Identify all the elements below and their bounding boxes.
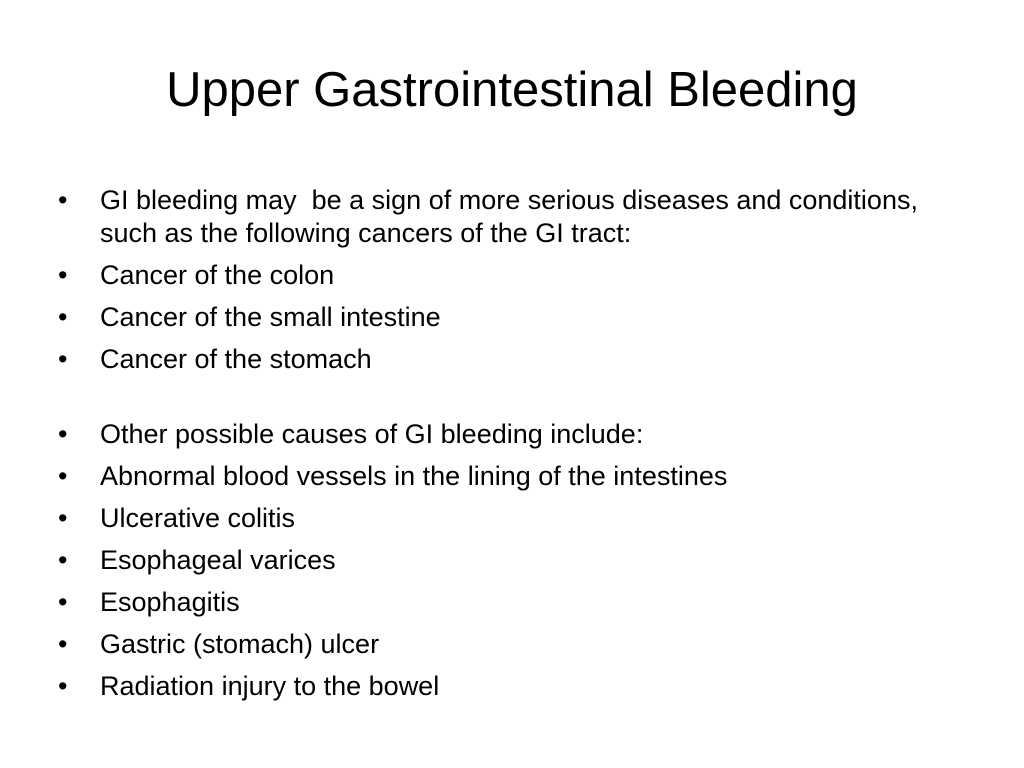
bullet-icon: •: [58, 461, 68, 491]
bullet-item: [58, 301, 958, 334]
bullet-text: Abnormal blood vessels in the lining of the intestines: [100, 461, 728, 491]
bullet-icon: •: [58, 503, 68, 533]
bullet-item: [58, 418, 958, 451]
bullet-icon: •: [58, 344, 68, 374]
bullet-list: [58, 184, 958, 712]
bullet-text: Cancer of the stomach: [100, 344, 372, 374]
bullet-icon: •: [58, 260, 68, 290]
bullet-text: Esophagitis: [100, 587, 240, 617]
bullet-icon: •: [58, 545, 68, 575]
bullet-text: GI bleeding may be a sign of more serious diseases and conditions, such as the following cancers of the GI tract:: [100, 185, 926, 248]
bullet-text: Ulcerative colitis: [100, 503, 296, 533]
bullet-item: [58, 628, 958, 661]
bullet-icon: •: [58, 671, 68, 701]
bullet-icon: •: [58, 629, 68, 659]
bullet-item: [58, 502, 958, 535]
bullet-item: [58, 343, 958, 376]
bullet-item: [58, 586, 958, 619]
bullet-icon: •: [58, 185, 68, 215]
bullet-text: Other possible causes of GI bleeding include:: [100, 419, 644, 449]
bullet-text: Radiation injury to the bowel: [100, 671, 440, 701]
bullet-item: [58, 259, 958, 292]
bullet-text: Cancer of the small intestine: [100, 302, 441, 332]
slide-title: Upper Gastrointestinal Bleeding: [166, 63, 858, 117]
bullet-icon: •: [58, 302, 68, 332]
bullet-item: [58, 460, 958, 493]
bullet-text: Gastric (stomach) ulcer: [100, 629, 380, 659]
bullet-text: Esophageal varices: [100, 545, 336, 575]
bullet-item: [58, 544, 958, 577]
bullet-icon: •: [58, 419, 68, 449]
bullet-text: Cancer of the colon: [100, 260, 335, 290]
bullet-icon: •: [58, 587, 68, 617]
bullet-item: [58, 670, 958, 703]
bullet-item: [58, 184, 958, 250]
